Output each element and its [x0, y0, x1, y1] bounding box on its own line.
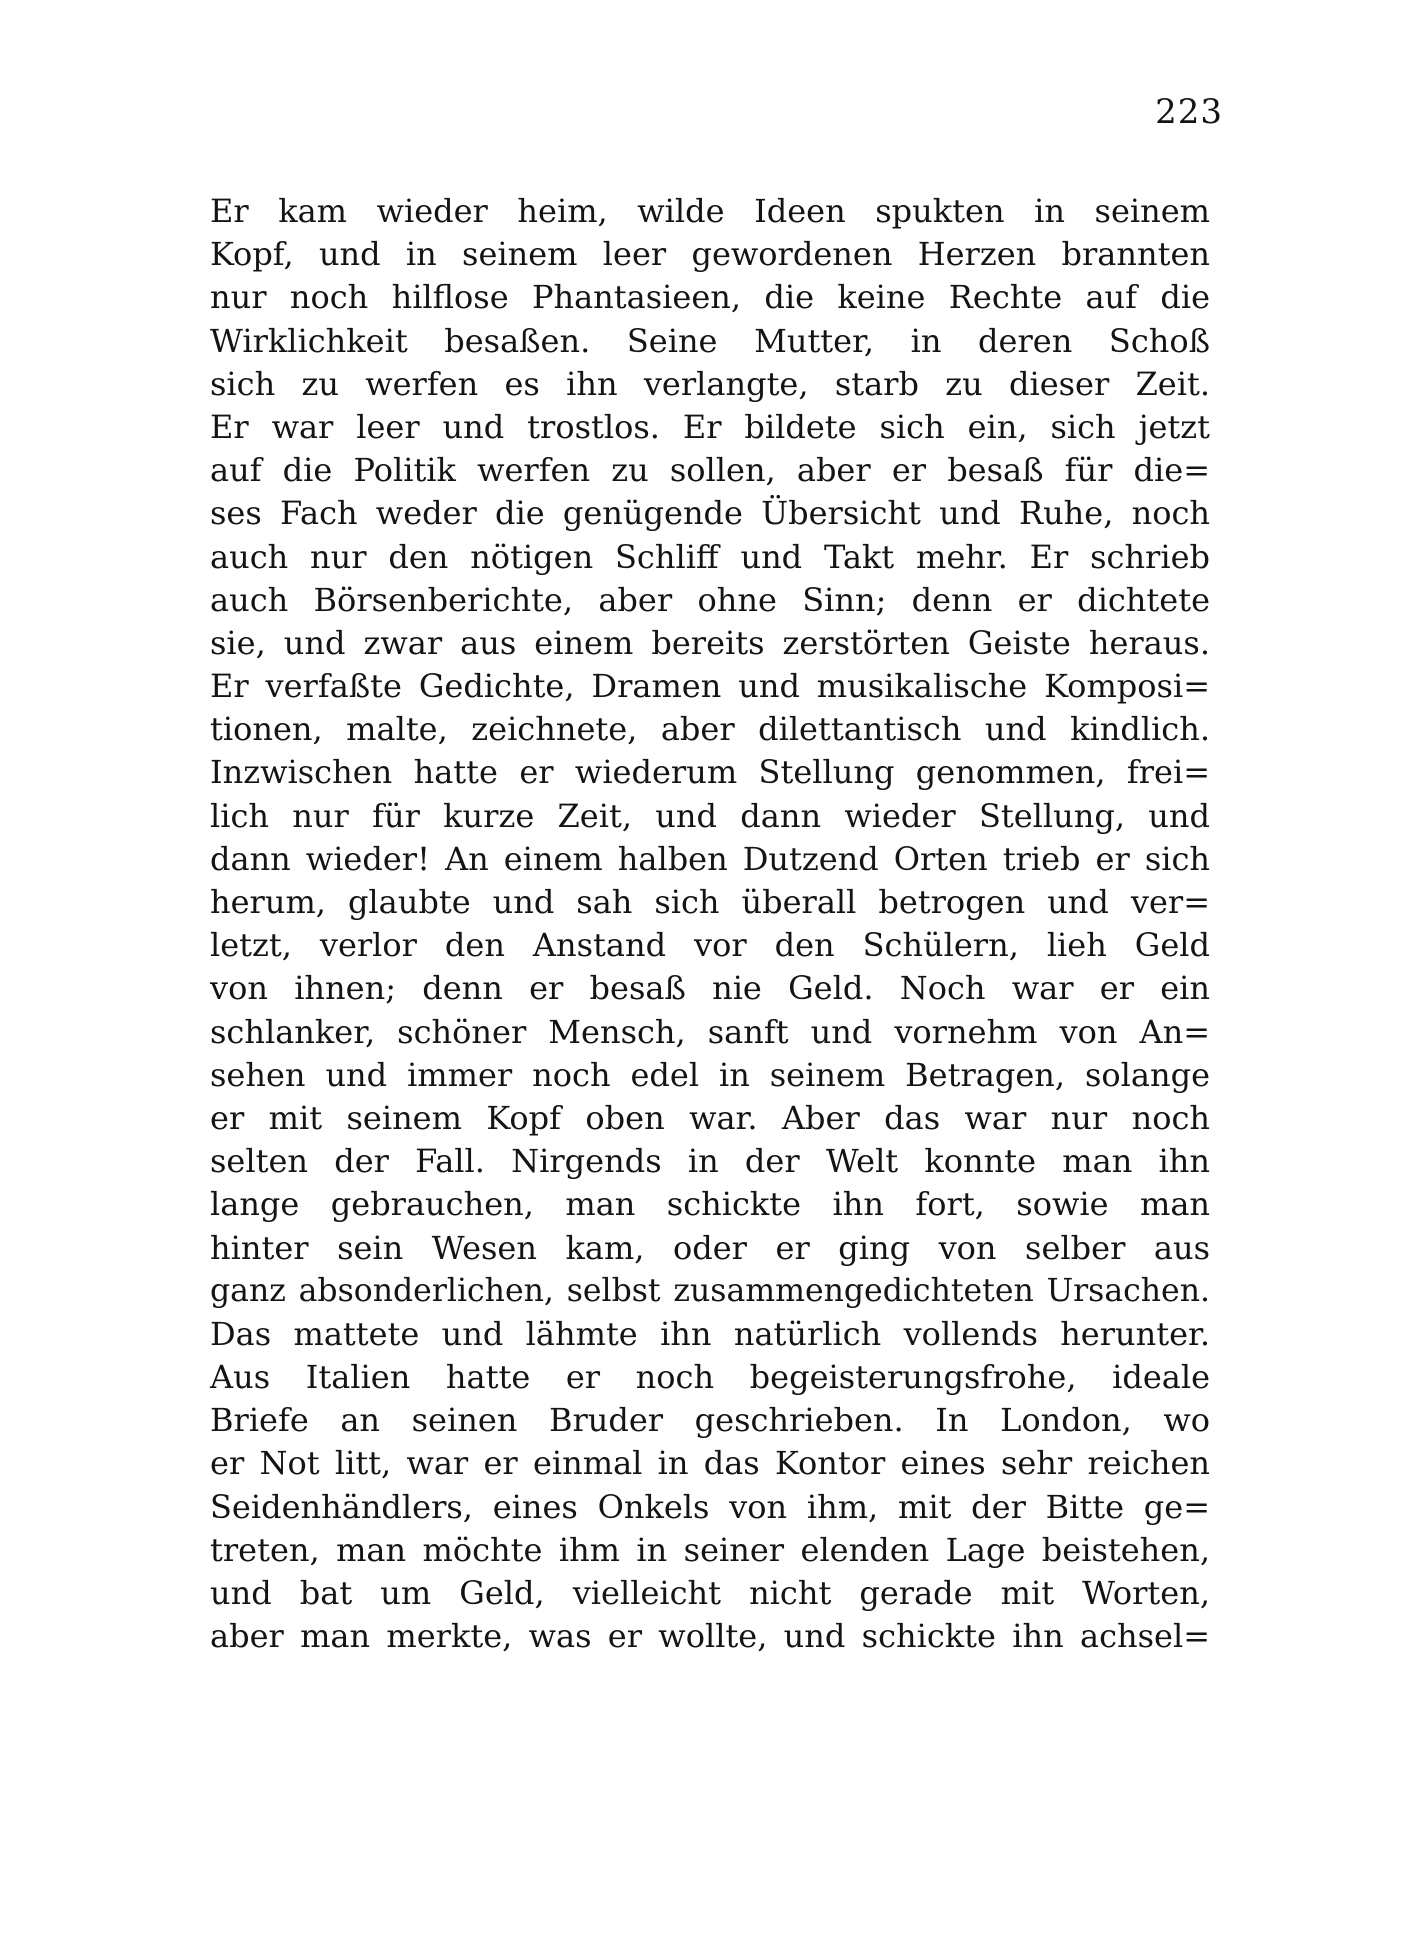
- page-number: 223: [1155, 92, 1223, 132]
- text-line: selten der Fall. Nirgends in der Welt konnte man ihn: [210, 1142, 1210, 1181]
- text-line: sehen und immer noch edel in seinem Betragen, solange: [210, 1055, 1210, 1094]
- body-text: [210, 190, 1210, 1658]
- text-line: Inzwischen hatte er wiederum Stellung genommen, frei=: [210, 753, 1210, 792]
- text-line: Er kam wieder heim, wilde Ideen spukten in seinem: [210, 192, 1210, 230]
- text-line: lich nur für kurze Zeit, und dann wieder Stellung, und: [210, 796, 1210, 835]
- text-line: ganz absonderlichen, selbst zusammengedichteten Ursachen.: [210, 1272, 1210, 1309]
- text-line: hinter sein Wesen kam, oder er ging von selber aus: [210, 1228, 1210, 1267]
- text-line: Aus Italien hatte er noch begeisterungsfrohe, ideale: [210, 1358, 1210, 1397]
- text-line: er Not litt, war er einmal in das Kontor eines sehr reichen: [210, 1444, 1210, 1483]
- text-line: ses Fach weder die genügende Übersicht und Ruhe, noch: [210, 494, 1210, 533]
- text-line: und bat um Geld, vielleicht nicht gerade mit Worten,: [210, 1574, 1210, 1612]
- text-line: Er verfaßte Gedichte, Dramen und musikalische Komposi=: [210, 667, 1210, 706]
- text-line: auf die Politik werfen zu sollen, aber er besaß für die=: [210, 451, 1210, 490]
- text-line: herum, glaubte und sah sich überall betrogen und ver=: [210, 883, 1210, 921]
- text-line: Kopf, und in seinem leer gewordenen Herzen brannten: [210, 235, 1210, 274]
- text-line: schlanker, schöner Mensch, sanft und vornehm von An=: [210, 1012, 1210, 1051]
- text-line: von ihnen; denn er besaß nie Geld. Noch war er ein: [210, 969, 1210, 1008]
- text-line: auch nur den nötigen Schliff und Takt mehr. Er schrieb: [210, 537, 1210, 576]
- text-line: dann wieder! An einem halben Dutzend Orten trieb er sich: [210, 839, 1210, 878]
- text-line: sie, und zwar aus einem bereits zerstörten Geiste heraus.: [210, 623, 1210, 662]
- text-line: Er war leer und trostlos. Er bildete sich ein, sich jetzt: [210, 407, 1210, 446]
- text-line: sich zu werfen es ihn verlangte, starb zu dieser Zeit.: [210, 364, 1210, 403]
- text-line: er mit seinem Kopf oben war. Aber das war nur noch: [210, 1098, 1210, 1137]
- text-line: Briefe an seinen Bruder geschrieben. In London, wo: [210, 1401, 1210, 1440]
- text-line: Wirklichkeit besaßen. Seine Mutter, in deren Schoß: [210, 321, 1210, 360]
- text-line: auch Börsenberichte, aber ohne Sinn; denn er dichtete: [210, 580, 1210, 619]
- text-line: Das mattete und lähmte ihn natürlich vollends herunter.: [210, 1314, 1210, 1353]
- text-line: letzt, verlor den Anstand vor den Schülern, lieh Geld: [210, 926, 1210, 965]
- text-line: nur noch hilflose Phantasieen, die keine Rechte auf die: [210, 278, 1210, 317]
- text-line: treten, man möchte ihm in seiner elenden Lage beistehen,: [210, 1530, 1210, 1569]
- text-line: tionen, malte, zeichnete, aber dilettantisch und kindlich.: [210, 710, 1210, 749]
- text-line: lange gebrauchen, man schickte ihn fort, sowie man: [210, 1185, 1210, 1224]
- text-line: aber man merkte, was er wollte, und schickte ihn achsel=: [210, 1617, 1210, 1656]
- text-line: Seidenhändlers, eines Onkels von ihm, mit der Bitte ge=: [210, 1487, 1210, 1526]
